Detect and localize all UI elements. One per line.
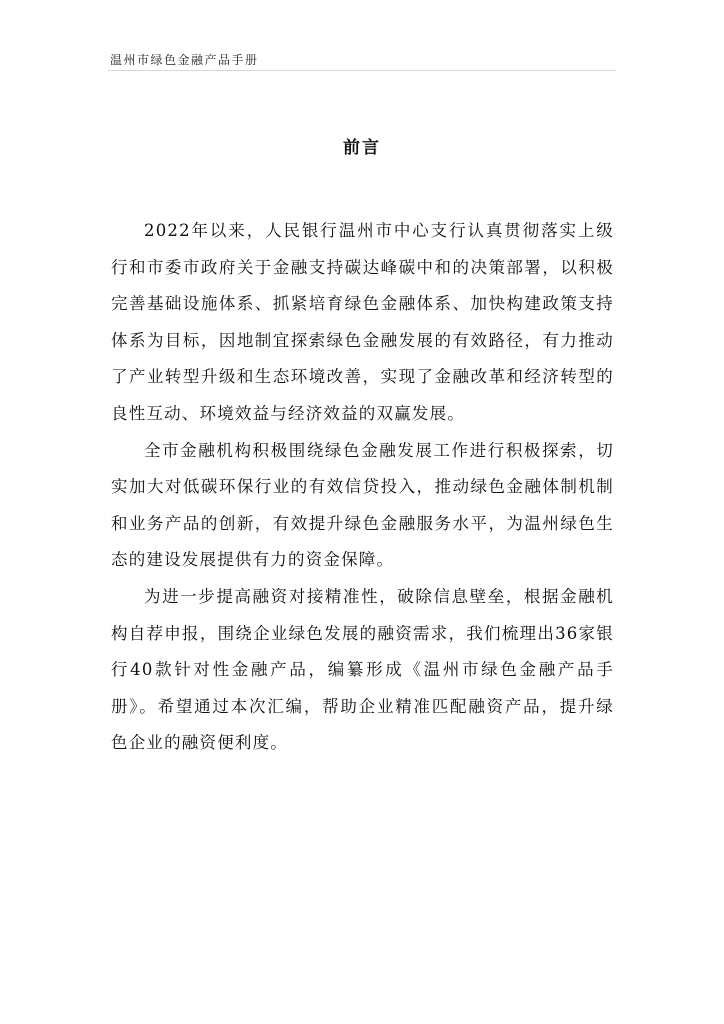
body-text [111, 213, 614, 762]
paragraph: 为进一步提高融资对接精准性，破除信息壁垒，根据金融机构自荐申报，围绕企业绿色发展的融资需求，我们梳理出36家银行40款针对性金融产品，编纂形成《温州市绿色金融产品手册》。希望通过本次汇编，帮助企业精准匹配融资产品，提升绿色企业的融资便利度。 [111, 586, 614, 753]
paragraph: 全市金融机构积极围绕绿色金融发展工作进行积极探索，切实加大对低碳环保行业的有效信贷投入，推动绿色金融体制机制和业务产品的创新，有效提升绿色金融服务水平，为温州绿色生态的建设发展提供有力的资金保障。 [111, 440, 614, 570]
paragraph: 2022年以来，人民银行温州市中心支行认真贯彻落实上级行和市委市政府关于金融支持碳达峰碳中和的决策部署，以积极完善基础设施体系、抓紧培育绿色金融体系、加快构建政策支持体系为目标，因地制宜探索绿色金融发展的有效路径，有力推动了产业转型升级和生态环境改善，实现了金融改革和经济转型的良性互动、环境效益与经济效益的双赢发展。 [111, 221, 614, 423]
page-title: 前言 [343, 138, 381, 158]
header-divider [108, 70, 616, 71]
running-header: 温州市绿色金融产品手册 [110, 53, 259, 67]
